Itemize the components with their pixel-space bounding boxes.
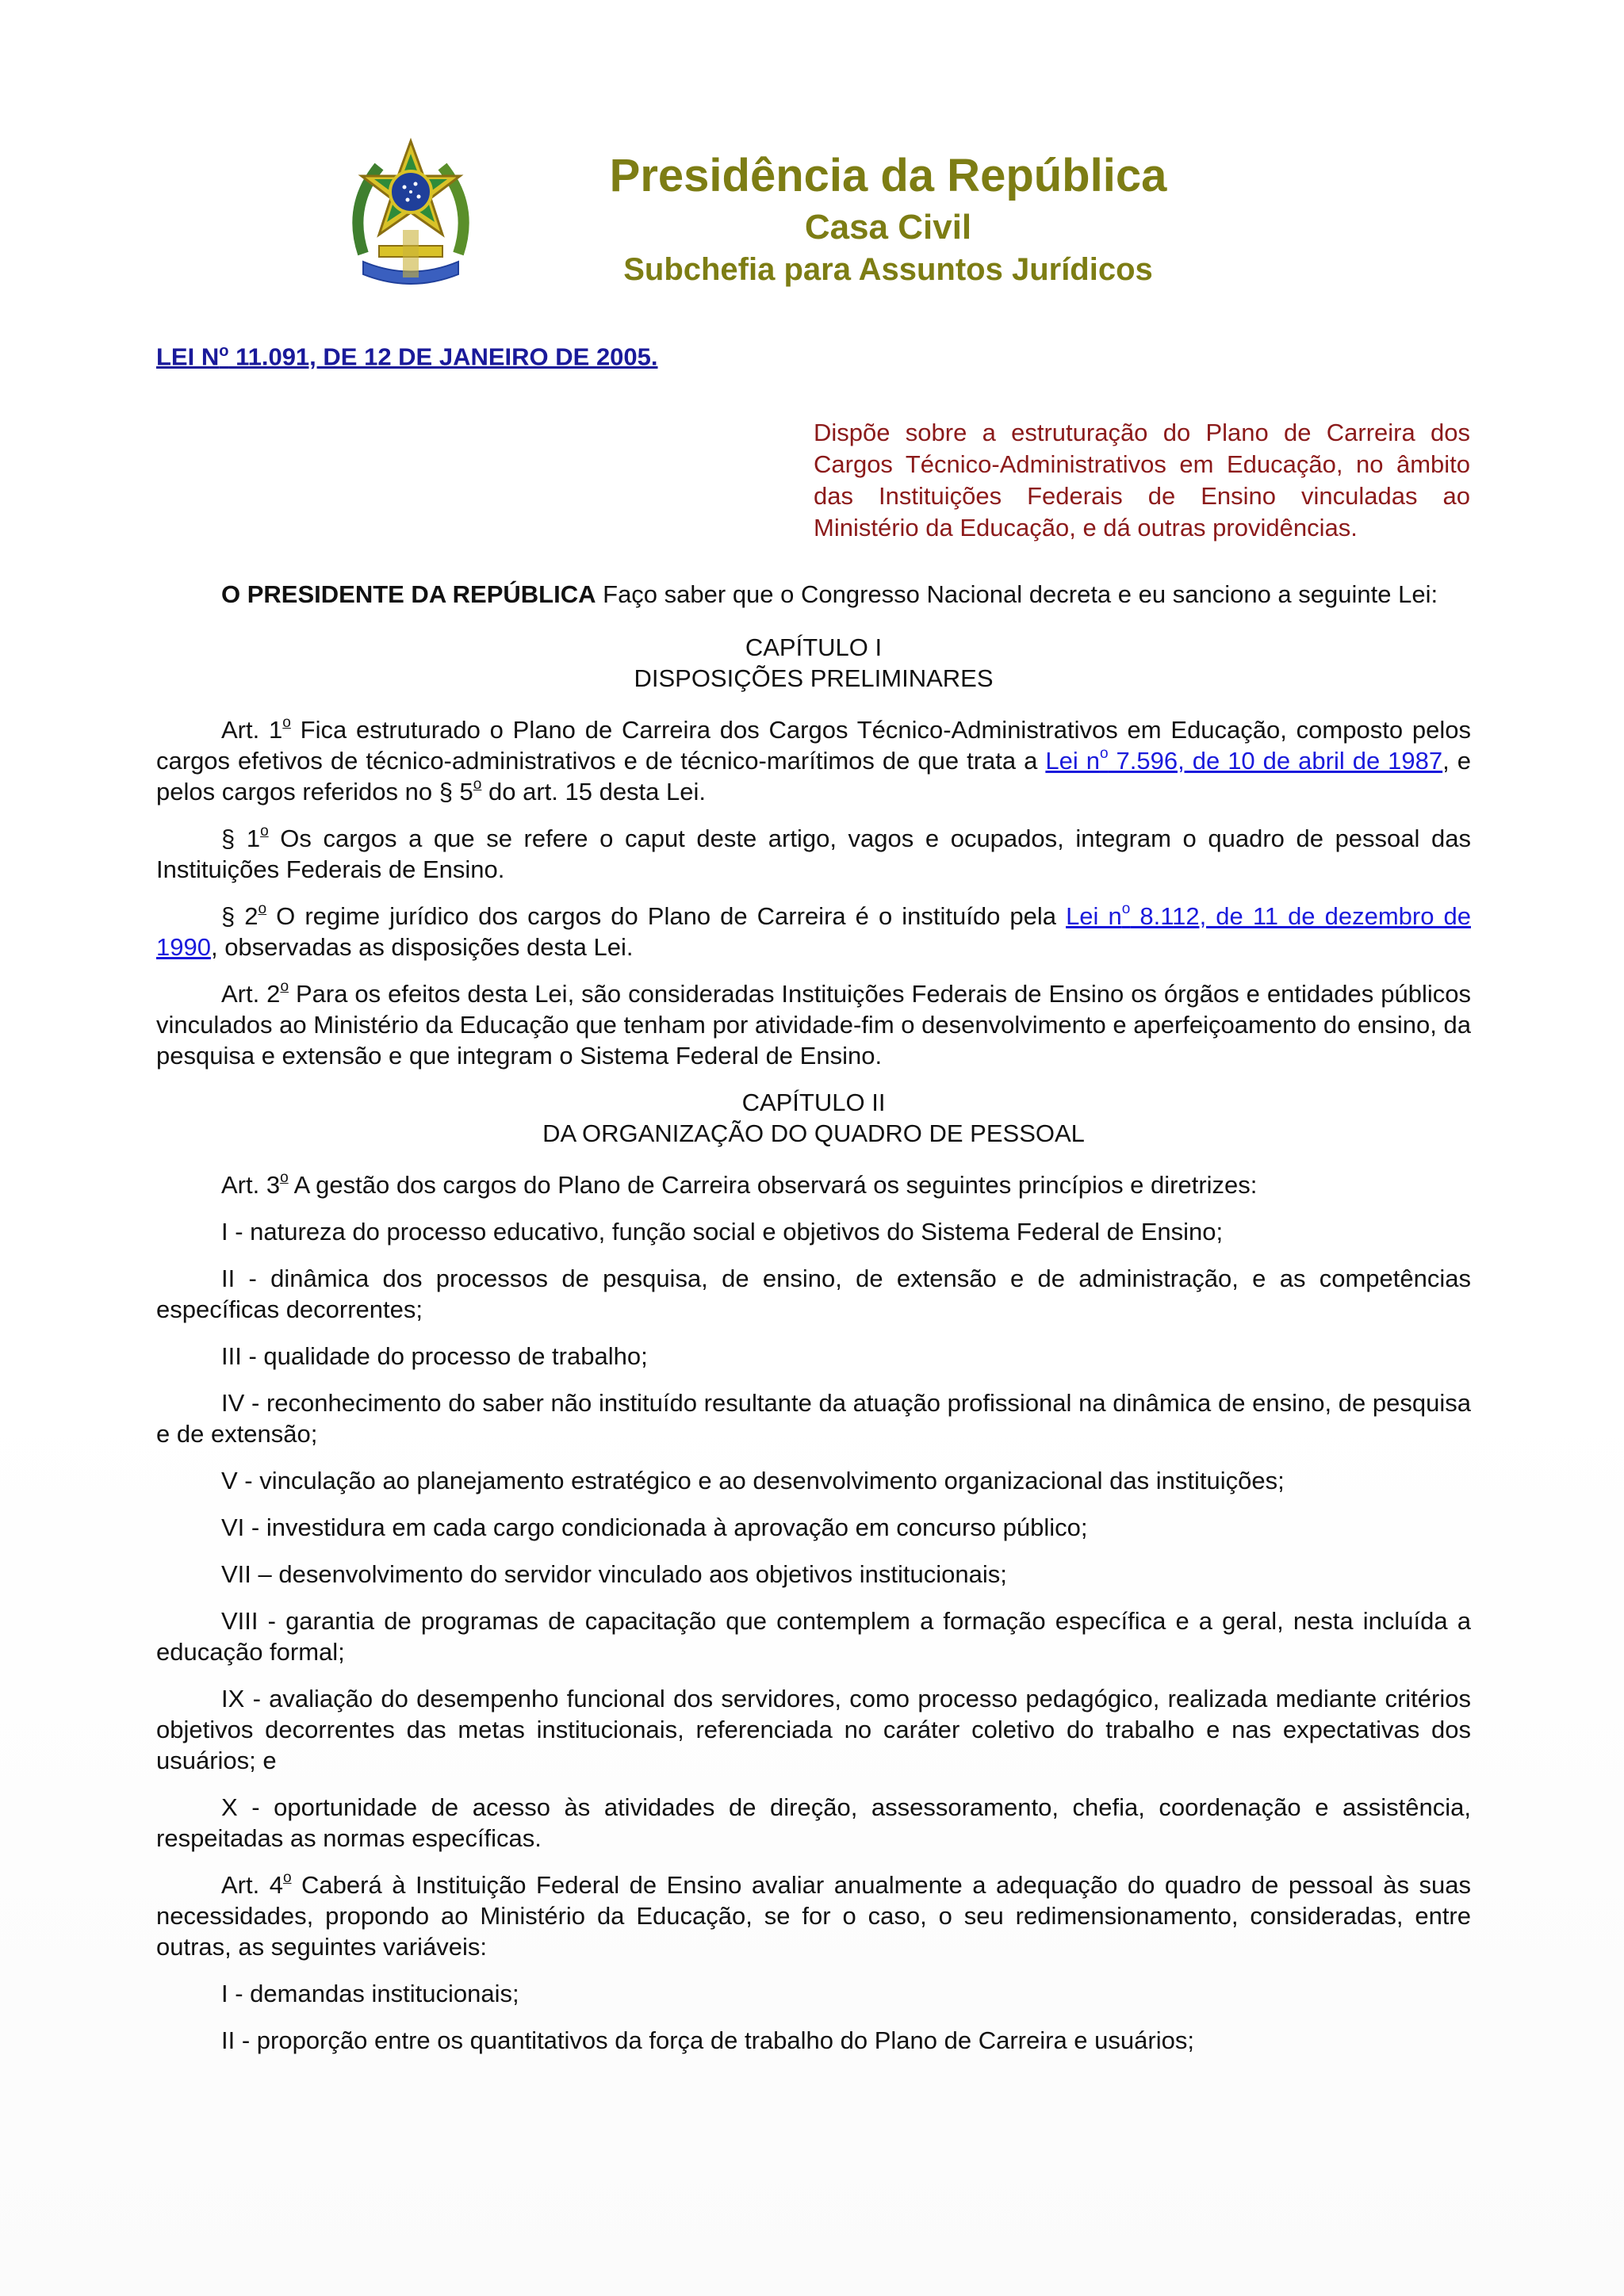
chapter-1-heading — [156, 632, 1471, 694]
article-1: Art. 1$^o$ Fica estruturado o Plano de Carreira dos Cargos Técnico-Administrativos em Educação, composto pelos cargos efetivos de técnico-administrativos e de técnico-marítimos de que trata a Lei $n^o$ 7.596, de 10 de abril de 1987, e pelos cargos referidos no § 5$^o$ do art. 15 desta Lei. — [156, 714, 1471, 806]
article-3-item: II - dinâmica dos processos de pesquisa, de ensino, de extensão e de administração, e as competências específicas decorrentes; — [156, 1265, 1471, 1323]
chapter-1-number: CAPÍTULO I — [745, 633, 883, 661]
article-3-item: IV - reconhecimento do saber não instituído resultante da atuação profissional na dinâmica de ensino, de pesquisa e de extensão; — [156, 1389, 1471, 1448]
brazil-coat-of-arms-icon — [347, 135, 474, 309]
article-3: Art. 3$^o$ A gestão dos cargos do Plano de Carreira observará os seguintes princípios e diretrizes: — [221, 1169, 1258, 1199]
article-1-paragraph-1: § 1$^o$ Os cargos a que se refere o caput deste artigo, vagos e ocupados, integram o quadro de pessoal das Instituições Federais de Ensino. — [156, 823, 1471, 883]
law-body — [156, 579, 1471, 2072]
article-3-item: VIII - garantia de programas de capacitação que contemplem a formação específica e a geral, nesta incluída a educação formal; — [156, 1607, 1471, 1666]
article-4-item: II - proporção entre os quantitativos da força de trabalho do Plano de Carreira e usuários; — [221, 2026, 1194, 2054]
article-3-item: I - natureza do processo educativo, função social e objetivos do Sistema Federal de Ensino; — [221, 1218, 1224, 1246]
article-3-item: VII – desenvolvimento do servidor vinculado aos objetivos institucionais; — [221, 1560, 1007, 1588]
law-ementa: Dispõe sobre a estruturação do Plano de Carreira dos Cargos Técnico-Administrativos em Educação, no âmbito das Instituições Federais de Ensino vinculadas ao Ministério da Educação, e dá outras providências. — [814, 419, 1470, 541]
chapter-2-title: DA ORGANIZAÇÃO DO QUADRO DE PESSOAL — [542, 1119, 1085, 1147]
law-title-link[interactable]: LEI $N^o$ 11.091, DE 12 DE JANEIRO DE 2005. — [156, 342, 658, 371]
preamble: O PRESIDENTE DA REPÚBLICA Faço saber que o Congresso Nacional decreta e eu sanciono a seguinte Lei: — [221, 580, 1438, 608]
article-3-item: V - vinculação ao planejamento estratégico e ao desenvolvimento organizacional das instituições; — [221, 1467, 1285, 1494]
article-3-item: III - qualidade do processo de trabalho; — [221, 1342, 648, 1370]
article-2: Art. 2$^o$ Para os efeitos desta Lei, são consideradas Instituições Federais de Ensino os órgãos e entidades públicos vinculados ao Ministério da Educação que tenham por atividade-fim o desenvolvimento e aperfeiçoamento do ensino, da pesquisa e extensão e que integram o Sistema Federal de Ensino. — [156, 978, 1471, 1070]
chapter-1-title: DISPOSIÇÕES PRELIMINARES — [634, 664, 994, 692]
article-4: Art. 4$^o$ Caberá à Instituição Federal de Ensino avaliar anualmente a adequação do quadro de pessoal às suas necessidades, propondo ao Ministério da Educação, se for o caso, o seu redimensionamento, consideradas, entre outras, as seguintes variáveis: — [156, 1869, 1471, 1961]
link-lei-7596[interactable]: Lei $n^o$ 7.596, de 10 de abril de 1987 — [1045, 745, 1443, 775]
article-3-item: IX - avaliação do desempenho funcional dos servidores, como processo pedagógico, realizada mediante critérios objetivos decorrentes das metas institucionais, referenciada no caráter coletivo do trabalho e nas expectativas dos usuários; e — [156, 1685, 1471, 1774]
link-lei-8112[interactable]: Lei $n^o$ 8.112, de 11 de dezembro de 1990 — [156, 901, 1471, 961]
article-4-item: I - demandas institucionais; — [221, 1980, 519, 2007]
article-1-paragraph-2: § 2$^o$ O regime jurídico dos cargos do Plano de Carreira é o instituído pela Lei $n^o$ 8.112, de 11 de dezembro de 1990, observadas as disposições desta Lei. — [156, 901, 1471, 961]
article-3-item: X - oportunidade de acesso às atividades de direção, assessoramento, chefia, coordenação e assistência, respeitadas as normas específicas. — [156, 1793, 1471, 1852]
header-subtitle-casa-civil: Casa Civil — [804, 208, 972, 247]
chapter-2-heading — [156, 1087, 1471, 1149]
chapter-2-number: CAPÍTULO II — [741, 1089, 886, 1116]
header-subtitle-subchefia: Subchefia para Assuntos Jurídicos — [623, 252, 1153, 287]
article-3-item: VI - investidura em cada cargo condicionada à aprovação em concurso público; — [221, 1513, 1088, 1541]
header-title: Presidência da República — [609, 150, 1167, 201]
